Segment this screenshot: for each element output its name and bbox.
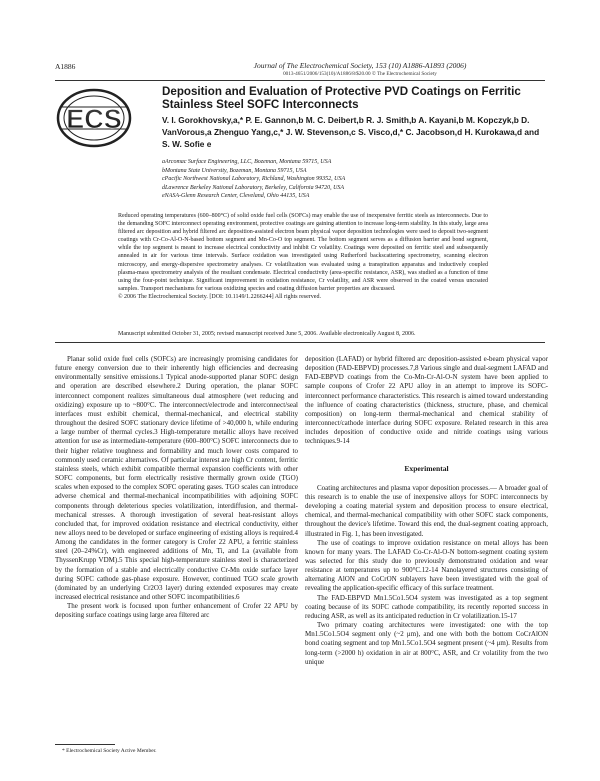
- abstract: [118, 212, 488, 301]
- body-paragraph: Two primary coating architectures were investigated: one with the top Mn1.5Co1.5O4 segment only (~2 μm), and one with both the bottom CoCrAlON bond coating segment and top Mn1.5Co1.5O4 segment present (~4 μm). Results from long-term (>2000 h) oxidation in air at 800°C, ASR, and Cr volatility from the two unique: [305, 621, 548, 666]
- affiliation: cPacific Northwest National Laboratory, Richland, Washington 99352, USA: [162, 176, 346, 183]
- body-paragraph: Planar solid oxide fuel cells (SOFCs) are increasingly promising candidates for future energy conversion due to their inherently high efficiencies and decreasing environmentally sensitive emissions.1 Typical anode-supported planar SOFC design and operation are described elsewhere.2 During operation, the planar SOFC interconnect component realizes simultaneous dual atmosphere (wet reducing and oxidizing) exposure up to ~800°C. The interconnect/electrode and interconnect/seal interfaces must exhibit chemical, thermal-mechanical, and electrical stability throughout the desired SOFC stationary device lifetime of >40,000 h, while enduring a large number of thermal cycles.3 High-temperature metallic alloys have received attention for use as intermediate-temperature (600–800°C) SOFC interconnects due to their higher relative toughness and formability and much lower costs compared to commonly used ceramic alternatives. Of particular interest are high Cr content, ferritic stainless steels, which exhibit compatible thermal expansion coefficients with other SOFC components, but form electrically resistive thermally grown oxide (TGO) scales when exposed to the complex SOFC operating gases. TGO scales can introduce adverse chemical and thermal-mechanical incompatibilities with adjoining SOFC components through deleterious species volatilization, interdiffusion, and thermal-mechanical stresses. A thorough investigation of several heat-resistant alloys concluded that, for improved oxidation resistance and electrical conductivity, either new alloys need to be developed or surface engineering of existing alloys is required.4 Among the candidates in the former category is Crofer 22 APU, a ferritic stainless steel (20–24%Cr), with engineered additions of Mn, Ti, and La (available from ThyssenKrupp VDM).5 This special high-temperature stainless steel is characterized by the formation of a stable and electrically conductive Cr-Mn oxide surface layer during SOFC cathode gas-phase exposure. However, continued TGO scale growth (dominated by an underlying Cr2O3 layer) during extended exposures may create increased electrical resistance and other SOFC incompatibilities.6: [55, 355, 298, 602]
- ecs-logo: [55, 87, 133, 150]
- issn-line: 0013-4651/2006/153(10)/A1886/8/$20.00 © The Electrochemical Society: [283, 71, 437, 77]
- right-column: [305, 355, 548, 667]
- section-rule: [55, 342, 545, 343]
- section-heading-experimental: Experimental: [404, 463, 449, 473]
- body-paragraph: The present work is focused upon further enhancement of Crofer 22 APU by depositing surface coatings using large area filtered arc: [55, 602, 298, 620]
- page-number: A1886: [55, 62, 76, 71]
- author-list: V. I. Gorokhovsky,a,* P. E. Gannon,b M. C. Deibert,b R. J. Smith,b A. Kayani,b M. Kopczyk,b D. VanVorous,a Zhenguo Yang,c,* J. W. Stevenson,c S. Visco,d,* C. Jacobson,d H. Kurokawa,d and S. W. Sofie e: [162, 115, 540, 149]
- body-paragraph: deposition (LAFAD) or hybrid filtered arc deposition-assisted e-beam physical vapor deposition (FAD-EBPVD) processes.7,8 Various single and dual-segment LAFAD and FAD-EBPVD coatings from the Co-Mn-Cr-Al-O-N system have been applied to sample coupons of Crofer 22 APU alloy in an attempt to improve its SOFC-interconnect performance characteristics. This research is aimed toward understanding the influence of coating characteristics (thickness, structure, phase, and chemical composition) on long-term thermal-mechanical and chemical stability of interconnect/cathode interface during SOFC exposure. Related research in this area includes deposition of conductive oxide and nitride coatings using various techniques.9-14: [305, 355, 548, 446]
- logo-text: ECS: [66, 104, 122, 134]
- paper-title: Deposition and Evaluation of Protective PVD Coatings on Ferritic Stainless Steel SOFC Interconnects: [162, 85, 521, 111]
- affiliation: eNASA-Glenn Research Center, Cleveland, Ohio 44135, USA: [162, 193, 310, 200]
- body-paragraph: Coating architectures and plasma vapor deposition processes.— A broader goal of this research is to enable the use of inexpensive alloys for SOFC interconnects by developing a coating material system and deposition process to ensure electrical, chemical, and thermal-mechanical compatibility with other SOFC stack components, throughout the device's lifetime. Toward this end, the dual-segment coating approach, illustrated in Fig. 1, has been investigated.: [305, 483, 548, 538]
- header-rule: [55, 80, 545, 81]
- manuscript-dates: Manuscript submitted October 31, 2005; revised manuscript received June 5, 2006. Available electronically August 8, 2006.: [118, 331, 416, 337]
- body-paragraph: The FAD-EBPVD Mn1.5Co1.5O4 system was investigated as a top segment coating because of its SOFC cathode compatibility, its recently reported success in reducing ASR, as well as its anticipated reduction in Cr volatilization.15-17: [305, 593, 548, 620]
- journal-citation: Journal of The Electrochemical Society, 153 (10) A1886-A1893 (2006): [253, 61, 467, 70]
- body-paragraph: The use of coatings to improve oxidation resistance on metal alloys has been known for many years. The LAFAD Co-Cr-Al-O-N bottom-segment coating system was selected for this study due to previously demonstrated oxidation and wear resistance at temperatures up to 900°C.12-14 Nanolayered structures consisting of alternating AlON and CoCrON sublayers have been investigated with the goal of revealing the application-specific efficacy of this surface treatment.: [305, 538, 548, 593]
- copyright-line: © 2006 The Electrochemical Society. [DOI: 10.1149/1.2266244] All rights reserved.: [118, 293, 321, 300]
- footnote-rule: [55, 744, 115, 745]
- footnote: * Electrochemical Society Active Member.: [62, 748, 157, 754]
- affiliation: bMontana State University, Bozeman, Montana 59715, USA: [162, 167, 307, 174]
- affiliation: dLawrence Berkeley National Laboratory, Berkeley, California 94720, USA: [162, 184, 345, 191]
- abstract-text: Reduced operating temperatures (600–800°C) of solid oxide fuel cells (SOFCs) may enable the use of inexpensive ferritic steels as interconnects. Due to the demanding SOFC interconnect operating environment, protective coatings are gaining attention to increase long-term stability. In this study, large area filtered arc deposition and hybrid filtered arc deposition-assisted electron beam physical vapor deposition technologies were used to deposit two-segment coatings with Cr-Co-Al-O-N-based bottom segment and Mn-Co-O top segment. The bottom segment serves as a diffusion barrier and bond segment, while the top segment is meant to increase electrical conductivity and inhibit Cr volatility. Coatings were deposited on ferritic steel and subsequently annealed in air for various time intervals. Surface oxidation was investigated using Rutherford backscattering spectrometry, scanning electron microscopy, and energy-dispersive spectrometry analyses. Cr volatilization was evaluated using a transpiration apparatus and inductively coupled plasma-mass spectrometry analysis of the resultant condensate. Electrical conductivity (area-specific resistance, ASR), was studied as a function of time using the four-point technique. Significant improvement in oxidation resistance, Cr volatility, and ASR were observed in the coated versus uncoated samples. Transport mechanisms for various oxidizing species and coating diffusion barrier properties are discussed.: [118, 213, 489, 292]
- affiliations: [162, 158, 547, 201]
- affiliation: aArcomac Surface Engineering, LLC, Bozeman, Montana 59715, USA: [162, 159, 332, 165]
- left-column: [55, 355, 298, 621]
